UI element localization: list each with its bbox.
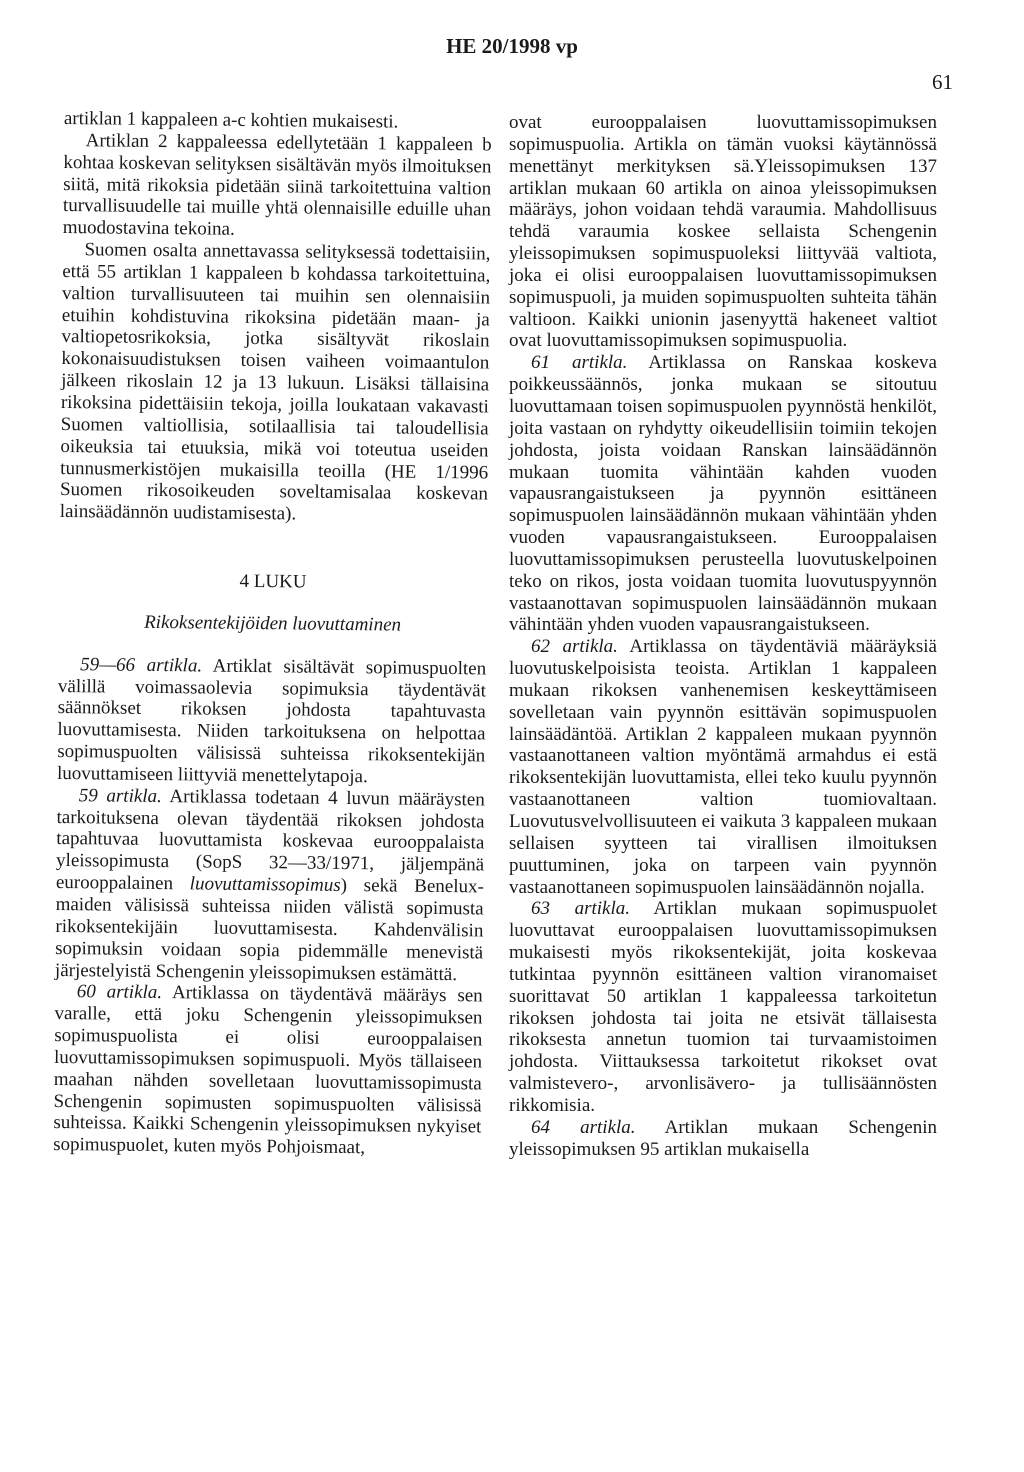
- article-text: Artiklassa todetaan 4 luvun määräysten tarkoituksena olevan täydentää rikoksen johdosta tapahtuvaa luovuttamista koskevaa eurooppalaista yleissopimusta (SopS 32—33/1971, jäljempänä eurooppalainen: [55, 785, 485, 895]
- article-paragraph: [55, 785, 485, 986]
- left-column: [53, 108, 492, 1161]
- article-paragraph: [53, 981, 483, 1160]
- italic-term: luovuttamissopimus: [189, 873, 341, 897]
- article-text: Artiklat sisältävät sopimuspuolten välillä voimassaolevia sopimuksia täydentävät säännökset rikoksen johdosta tapahtuvasta luovuttamisesta. Niiden tarkoituksena on helpottaa sopimuspuolten välisissä suhteissa rikoksentekijän luovuttamiseen liittyviä menettelytapoja.: [56, 655, 487, 788]
- right-column: [509, 112, 937, 1161]
- article-text: Artiklassa on Ranskaa koskeva poikkeussäännös, jonka mukaan se sitoutuu luovuttamaan toisen sopimuspuolen pyynnöstä henkilöt, joita vastaan on ryhdytty oikeudellisiin toimiin tekojen johdosta, joista voidaan Ranskan lainsäädännön mukaan tuomita vähintään kahden vuoden vapausrangaistukseen ja pyynnön esittäneen sopimuspuolen lainsäädännön mukaan vähintään yhden vuoden vapausrangaistukseen. Eurooppalaisen luovuttamissopimuksen perusteella luovutuskelpoinen teko on rikos, josta voidaan tuomita luovutuspyynnön vastaanottavan sopimuspuolen lainsäädännön mukaan vähintään yhden vuoden vapausrangaistukseen.: [509, 352, 937, 636]
- chapter-title: Rikoksentekijöiden luovuttaminen: [144, 611, 402, 636]
- paragraph: Artiklan 2 kappaleessa edellytetään 1 kappaleen b kohtaa koskevan selityksen sisältävän myös ilmoituksen siitä, mitä rikoksia pidetään siinä tarkoitettuina valtion turvallisuudelle tai muille yhtä olennaisille eduille uhan muodostavina tekoina.: [62, 130, 492, 241]
- article-text: Artiklassa on täydentävä määräys sen varalle, että joku Schengenin yleissopimuksen sopimuspuolista ei olisi eurooppalaisen luovuttamissopimuksen sopimuspuoli. Myös tällaiseen maahan nähden sovelletaan luovuttamissopimusta Schengenin sopimusten sopimuspuolten välisissä suhteissa. Kaikki Schengenin yleissopimuksen nykyiset sopimuspuolet, kuten myös Pohjoismaat,: [53, 982, 483, 1159]
- article-label: 64 artikla.: [531, 1116, 636, 1138]
- article-paragraph: [509, 898, 937, 1116]
- article-paragraph: [509, 1117, 937, 1161]
- article-text: Artiklan mukaan Schengenin yleissopimuksen 95 artiklan mukaisella: [509, 1116, 937, 1160]
- article-paragraph: [57, 654, 486, 790]
- article-text: Artiklan mukaan sopimuspuolet luovuttavat eurooppalaisen luovuttamissopimuksen mukaisesti myös rikoksentekijät, joita koskevaa tutkintaa pyynnön esittäneen valtion viranomaiset suorittavat 50 artiklan 1 kappaleessa tarkoitetun rikoksen johdosta tai joita ne etsivät tällaisesta rikoksesta annetun tuomion tai turvaamistoimen johdosta. Viittauksessa tarkoitetut rikokset ovat valmistevero-, arvonlisävero- ja tullisäännösten rikkomisia.: [509, 898, 937, 1116]
- article-label: 60 artikla.: [76, 981, 163, 1004]
- article-text: Artiklassa on täydentäviä määräyksiä luovutuskelpoisista teoista. Artiklan 1 kappaleen mukaan rikoksen vanhenemisen keskeyttämiseen sovelletaan vain pyynnön esittävän sopimuspuolen lainsäädäntöä. Artiklan 2 kappaleen mukaan pyynnön vastaanottaneen valtion myöntämä armahdus ei estä rikoksentekijän luovuttamista, ellei teko kuulu pyynnön vastaanottaneen valtion tuomiovaltaan. Luovutusvelvollisuuteen ei vaikuta 3 kappaleen mukaan sellaisen syytteen tai virallisen ilmoituksen puuttuminen, joka on tarpeen vain pyynnön vastaanottaneen sopimuspuolen lainsäädännön nojalla.: [509, 636, 937, 898]
- paragraph: Suomen osalta annettavassa selityksessä todettaisiin, että 55 artiklan 1 kappaleen b kohdassa tarkoitettuina, valtion turvallisuuteen tai muihin sen olennaisiin etuihin kohdistuvina rikoksina pidetään maan- ja valtiopetosrikoksia, jotka sisältyvät rikoslain kokonaisuudistuksen toisen vaiheen voimaantulon jälkeen rikoslain 12 ja 13 lukuun. Lisäksi tällaisina rikoksina pidettäisiin tekoja, joilla loukataan vakavasti Suomen valtiollisia, sotilaallisia tai taloudellisia oikeuksia tai etuuksia, mikä voi toteutua useiden tunnusmerkistöjen mukaisilla teoilla (HE 1/1996 Suomen rikosoikeuden soveltamisalaa koskevan lainsäädännön uudistamisesta).: [59, 239, 491, 525]
- article-label: 59—66 artikla.: [80, 653, 203, 677]
- paragraph: artiklan 1 kappaleen a-c kohtien mukaisesti.: [63, 108, 399, 133]
- paragraph: ovat eurooppalaisen luovuttamissopimuksen sopimuspuolia. Artikla on tämän vuoksi käytännössä menettänyt merkityksen sä.Yleissopimuksen 137 artiklan mukaan 60 artikla on ainoa yleissopimuksen määräys, johon voidaan tehdä varaumia. Mahdollisuus tehdä varaumia koskee sellaista Schengenin yleissopimuksen sopimuspuoleksi liittyvää valtiota, joka ei olisi eurooppalaisen luovuttamissopimuksen sopimuspuoli, ja muiden sopimuspuolten suhteita tähän valtioon. Kaikki unionin jasenyyttä hakeneet valtiot ovat luovuttamissopimuksen sopimuspuolia.: [509, 112, 937, 352]
- article-label: 62 artikla.: [531, 636, 618, 658]
- article-paragraph: [509, 352, 937, 636]
- running-title: HE 20/1998 vp: [446, 34, 578, 58]
- chapter-heading: 4 LUKU: [239, 570, 307, 593]
- article-label: 61 artikla.: [531, 352, 628, 374]
- article-text: ) sekä Benelux-maiden välisissä suhteissa niiden välistä sopimusta rikoksentekijäin luovuttamisesta. Kahdenvälisin sopimuksin voidaan sopia pidemmälle menevistä järjestelyistä Schengenin yleissopimuksen estämättä.: [54, 875, 484, 985]
- article-paragraph: [509, 636, 937, 898]
- article-label: 59 artikla.: [78, 784, 162, 807]
- page-number: 61: [932, 70, 953, 94]
- article-label: 63 artikla.: [531, 898, 630, 920]
